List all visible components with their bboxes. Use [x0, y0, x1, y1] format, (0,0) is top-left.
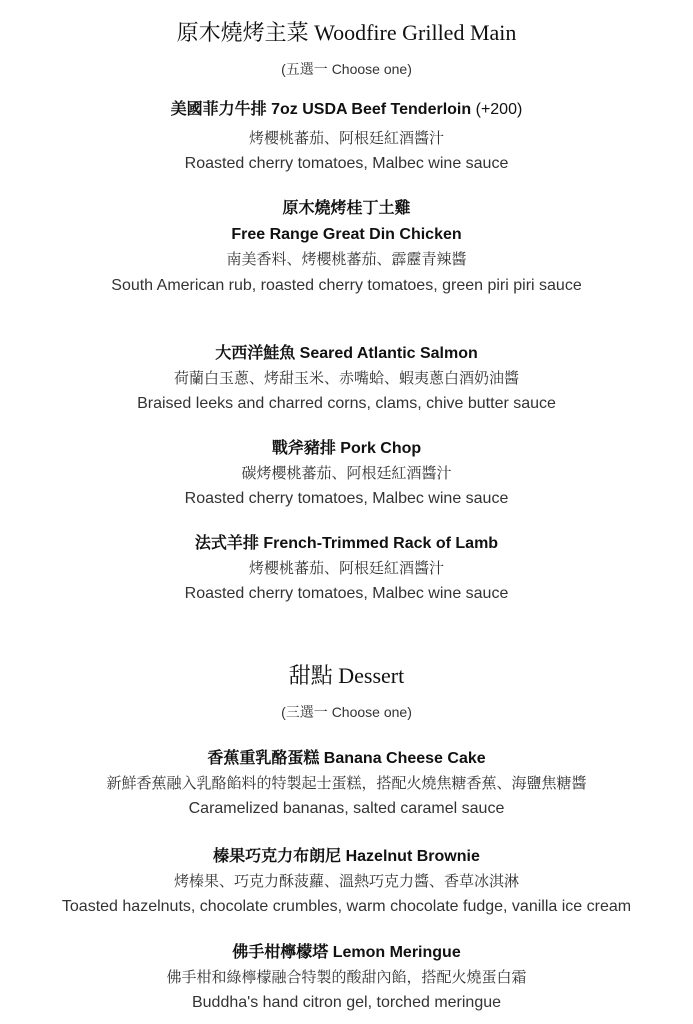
dish-salmon-zh-desc: 荷蘭白玉蔥、烤甜玉米、赤嘴蛤、蝦夷蔥白酒奶油醬	[173, 370, 519, 387]
dessert-banana-name: 香蕉重乳酪蛋糕 Banana Cheese Cake	[207, 750, 486, 767]
dessert-brownie-zh-desc: 烤榛果、巧克力酥菠蘿、溫熱巧克力醬、香草冰淇淋	[173, 873, 519, 890]
dish-beef-title: 美國菲力牛排 7oz USDA Beef Tenderloin	[170, 101, 472, 118]
dish-chicken-en-desc: South American rub, roasted cherry tomatoes, green piri piri sauce	[111, 277, 582, 294]
dessert-lemon-en-desc: Buddha's hand citron gel, torched meringue	[191, 994, 502, 1011]
dish-beef-en-desc: Roasted cherry tomatoes, Malbec wine sauce	[184, 155, 509, 172]
dish-pork-en-desc: Roasted cherry tomatoes, Malbec wine sauce	[184, 490, 509, 507]
main-section-note: (五選一 Choose one)	[281, 61, 412, 77]
dessert-section-title: 甜點 Dessert	[288, 663, 405, 688]
dish-beef-supplement: (+200)	[475, 101, 523, 118]
dish-chicken-name-en: Free Range Great Din Chicken	[231, 226, 462, 243]
dish-beef-zh-desc: 烤櫻桃蕃茄、阿根廷紅酒醬汁	[248, 130, 444, 147]
dish-pork-zh-desc: 碳烤櫻桃蕃茄、阿根廷紅酒醬汁	[241, 465, 452, 482]
dessert-brownie-en-desc: Toasted hazelnuts, chocolate crumbles, warm chocolate fudge, vanilla ice cream	[61, 898, 632, 915]
dish-salmon-en-desc: Braised leeks and charred corns, clams, chive butter sauce	[137, 395, 556, 412]
dessert-section-note: (三選一 Choose one)	[281, 704, 412, 720]
dessert-lemon-zh-desc: 佛手柑和綠檸檬融合特製的酸甜內餡，搭配火燒蛋白霜	[166, 969, 527, 986]
dessert-banana-en-desc: Caramelized bananas, salted caramel sauce	[188, 800, 505, 817]
dish-lamb-name: 法式羊排 French-Trimmed Rack of Lamb	[194, 535, 499, 552]
dessert-brownie-name: 榛果巧克力布朗尼 Hazelnut Brownie	[213, 848, 480, 865]
dish-salmon-name: 大西洋鮭魚 Seared Atlantic Salmon	[215, 345, 478, 362]
dish-beef-name	[0, 102, 693, 118]
dish-chicken-zh-desc: 南美香料、烤櫻桃蕃茄、霹靂青辣醬	[226, 251, 467, 268]
dish-lamb-zh-desc: 烤櫻桃蕃茄、阿根廷紅酒醬汁	[248, 560, 444, 577]
dish-pork-name: 戰斧豬排 Pork Chop	[271, 440, 422, 457]
dessert-lemon-name: 佛手柑檸檬塔 Lemon Meringue	[232, 944, 461, 961]
main-section-title: 原木燒烤主菜 Woodfire Grilled Main	[176, 20, 517, 45]
dish-lamb-en-desc: Roasted cherry tomatoes, Malbec wine sauce	[184, 585, 509, 602]
dessert-banana-zh-desc: 新鮮香蕉融入乳酪餡料的特製起士蛋糕，搭配火燒焦糖香蕉、海鹽焦糖醬	[106, 775, 587, 792]
dish-chicken-name-zh: 原木燒烤桂丁土雞	[282, 200, 411, 217]
